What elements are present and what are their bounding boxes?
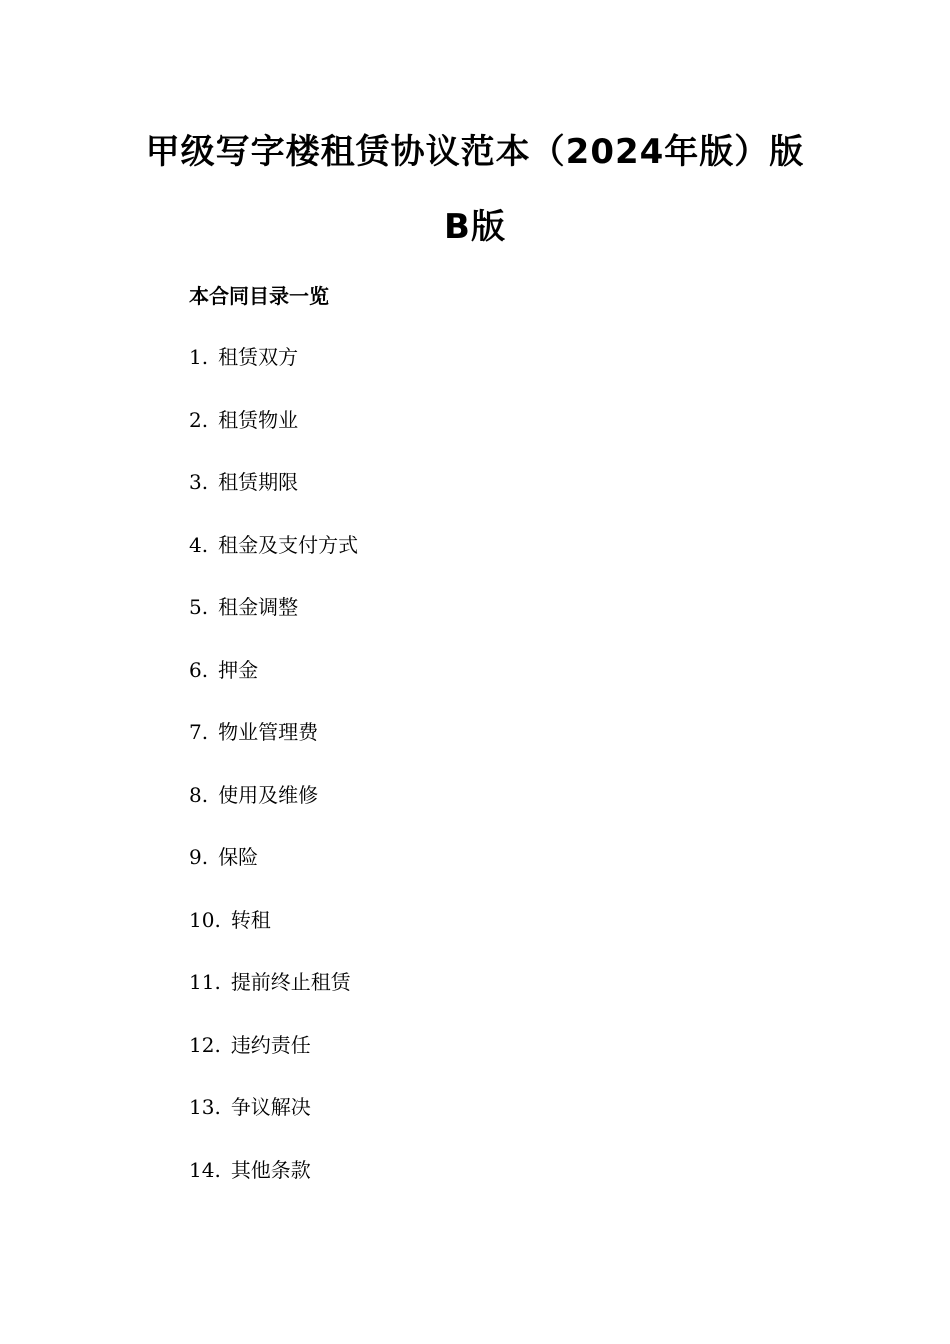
toc-item-number: 2. [189, 407, 209, 432]
toc-item-label: 租金及支付方式 [218, 532, 359, 557]
toc-item-number: 10. [189, 907, 221, 932]
toc-item [189, 780, 358, 843]
document-title: 甲级写字楼租赁协议范本（2024年版）版 [145, 132, 805, 172]
toc-item [189, 842, 358, 905]
toc-item-number: 7. [189, 720, 209, 744]
toc-item [189, 905, 358, 968]
toc-item [189, 530, 358, 593]
toc-item-label: 保险 [218, 845, 259, 869]
toc-item-number: 13. [189, 1095, 221, 1119]
toc-item-label: 使用及维修 [218, 782, 319, 807]
toc-item-label: 争议解决 [230, 1095, 311, 1119]
toc-item-number: 12. [189, 1032, 221, 1057]
toc-item-number: 1. [189, 345, 209, 369]
toc-item-number: 14. [189, 1157, 221, 1182]
toc-item-label: 押金 [218, 657, 259, 682]
toc-item [189, 467, 358, 530]
toc-item [189, 592, 358, 655]
toc-item-number: 4. [189, 532, 209, 557]
toc-heading: 本合同目录一览 [189, 284, 329, 308]
toc-item [189, 1092, 358, 1155]
toc-item-number: 6. [189, 657, 209, 682]
toc-item [189, 1030, 358, 1093]
toc-item-label: 违约责任 [230, 1032, 311, 1057]
toc-item [189, 717, 358, 780]
toc-item [189, 405, 358, 468]
toc-item [189, 967, 358, 1030]
toc-item [189, 655, 358, 718]
toc-item-number: 11. [189, 970, 221, 994]
toc-item-label: 租赁期限 [218, 470, 299, 494]
toc-item-number: 9. [189, 845, 209, 869]
toc-item-number: 5. [189, 595, 209, 619]
document-title-version: B版 [444, 207, 506, 247]
toc-item-label: 租赁物业 [218, 407, 299, 432]
toc-item-label: 租赁双方 [218, 345, 299, 369]
toc-item-label: 租金调整 [218, 595, 299, 619]
toc-item-label: 其他条款 [230, 1157, 311, 1182]
toc-item-label: 物业管理费 [218, 720, 319, 744]
toc-item-label: 提前终止租赁 [230, 970, 351, 994]
toc-item [189, 342, 358, 405]
toc-item-number: 8. [189, 782, 209, 807]
toc-item-label: 转租 [230, 907, 271, 932]
toc-item [189, 1155, 358, 1218]
toc-list [189, 342, 358, 1217]
toc-item-number: 3. [189, 470, 209, 494]
